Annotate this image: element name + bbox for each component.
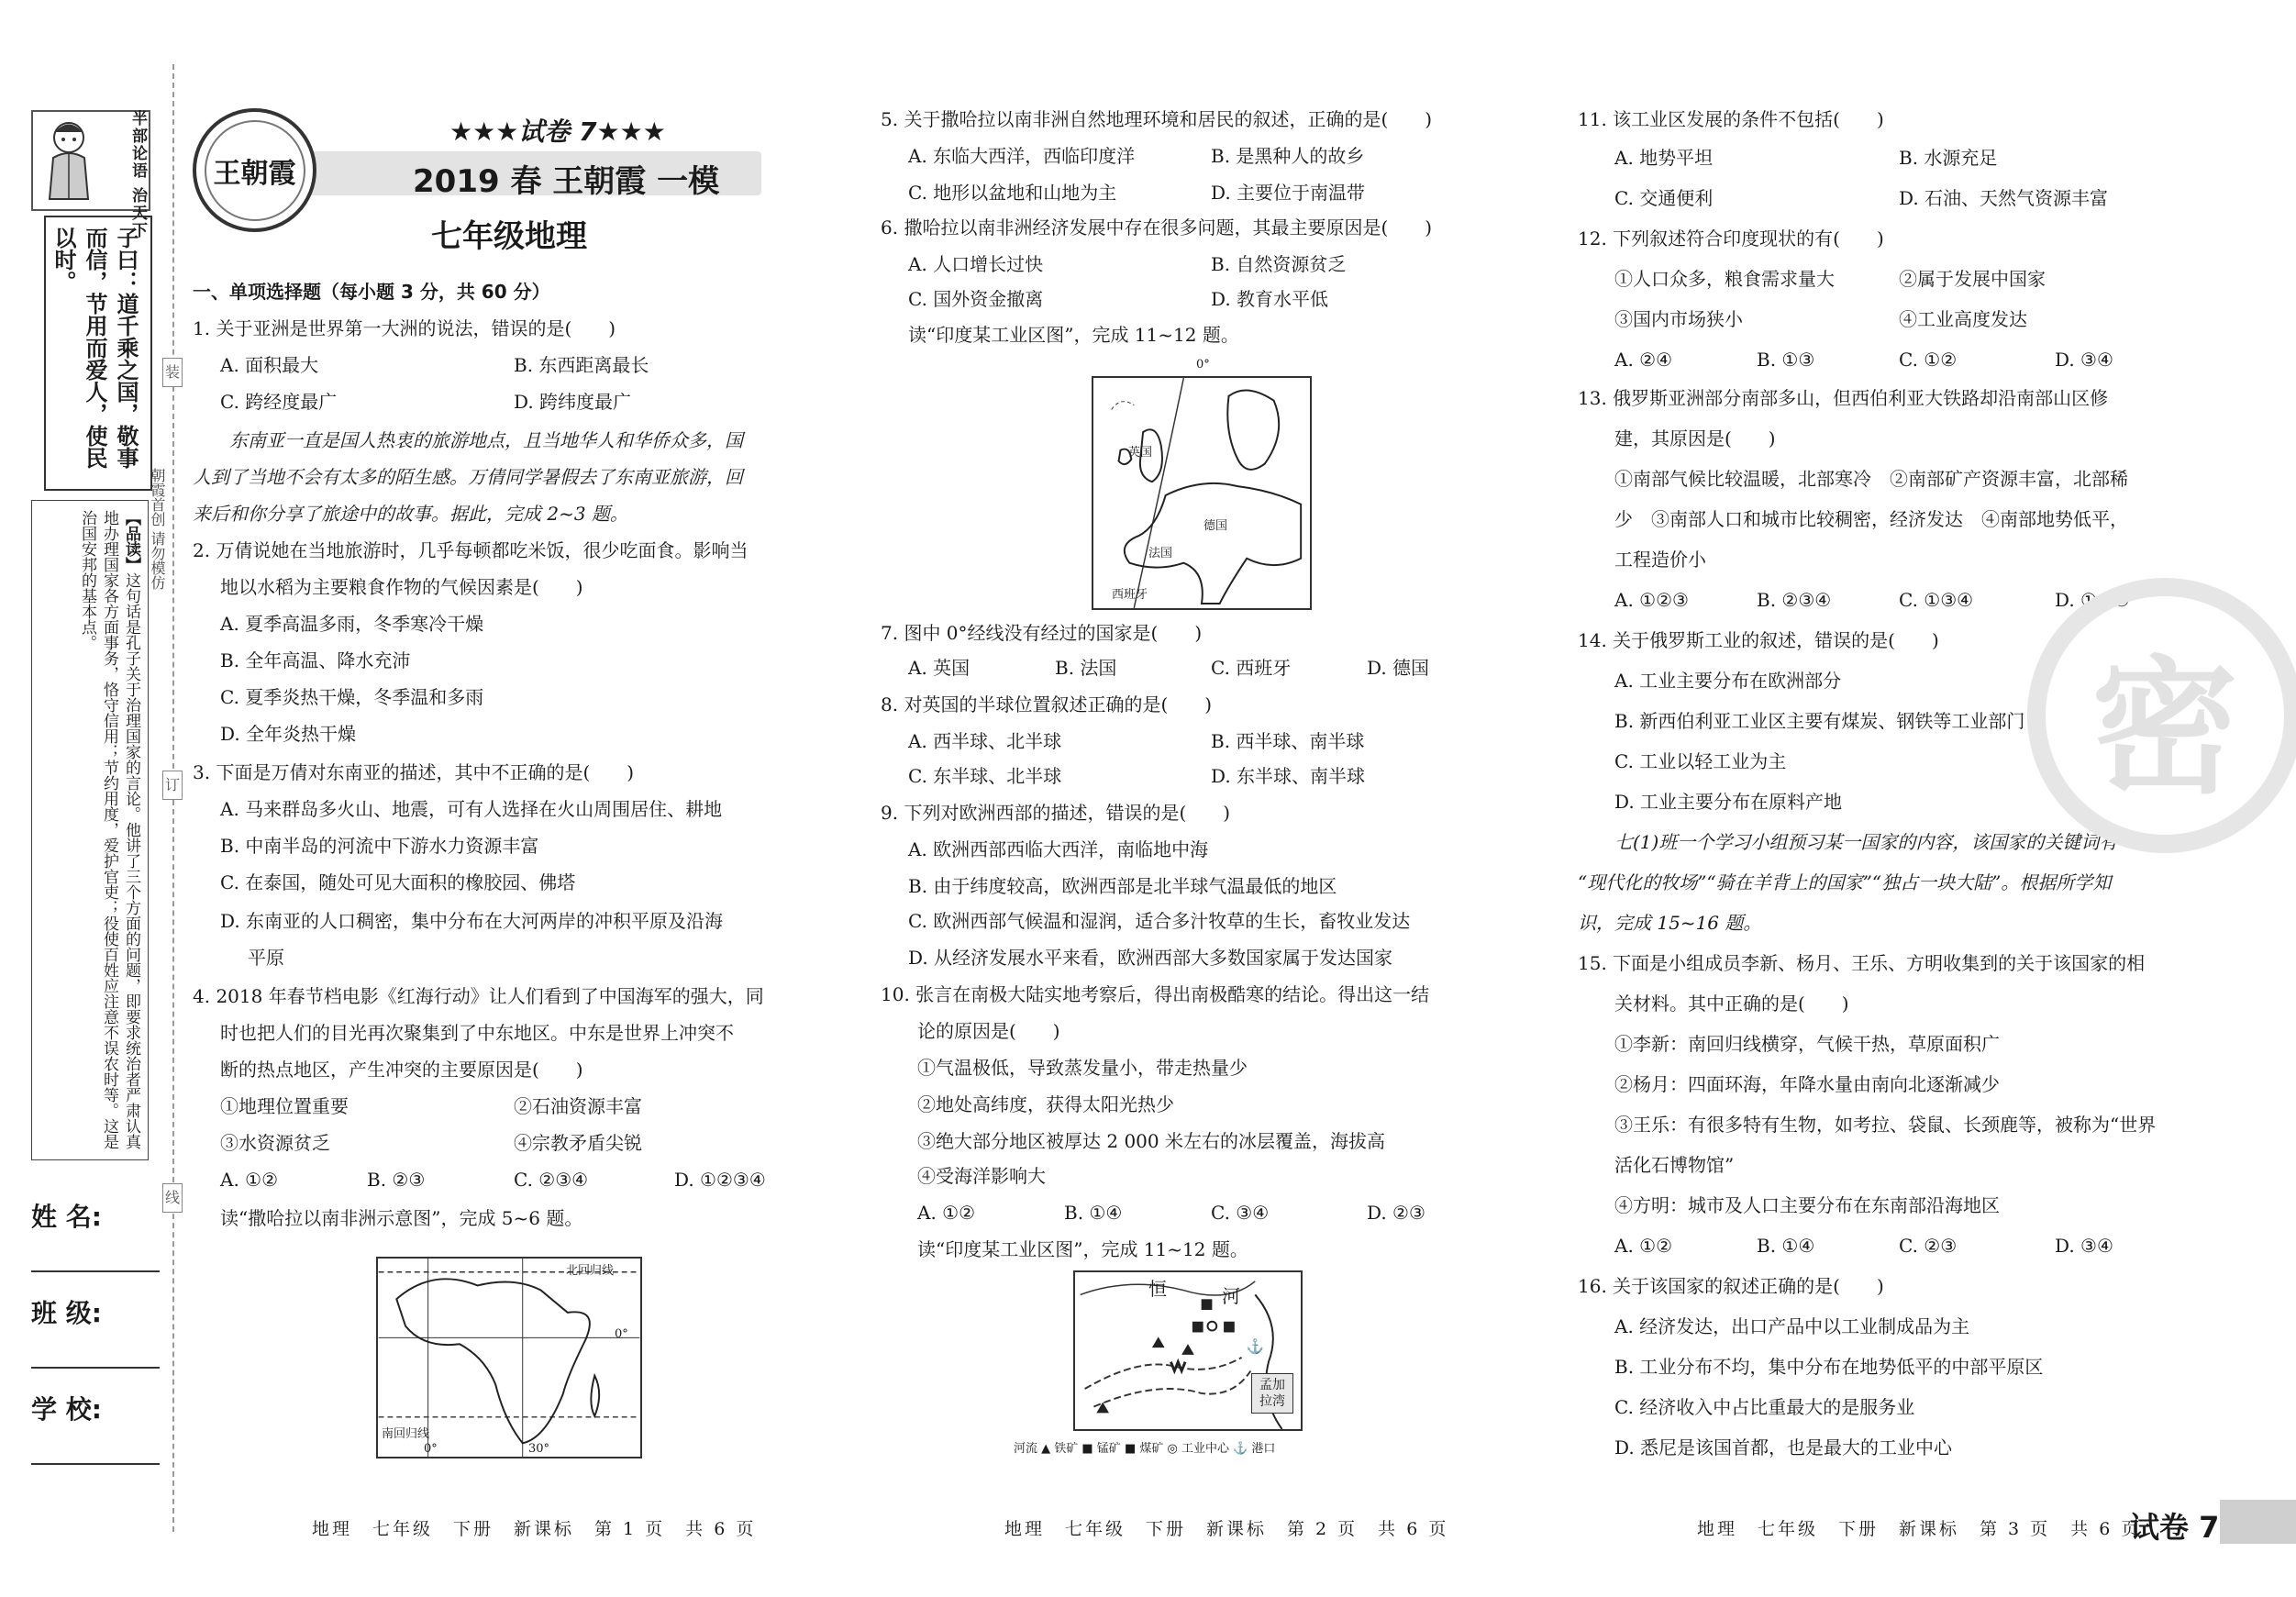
exam-tag: ★★★试卷 7★★★	[449, 116, 666, 147]
q14-option-b[interactable]: B. 新西伯利亚工业区主要有煤炭、钢铁等工业部门	[1614, 710, 2025, 732]
q10-option-d[interactable]: D. ②③	[1367, 1202, 1425, 1224]
question-13: 13. 俄罗斯亚洲部分南部多山，但西伯利亚大铁路却沿南部山区修	[1578, 387, 2109, 409]
q8-option-a[interactable]: A. 西半球、北半球	[908, 730, 1062, 752]
q12-item-4: ④工业高度发达	[1899, 308, 2027, 330]
q10-item-3: ③绝大部分地区被厚达 2 000 米左右的冰层覆盖，海拔高	[917, 1130, 1385, 1152]
q6-option-a[interactable]: A. 人口增长过快	[908, 253, 1044, 275]
q13-option-d[interactable]: D. ①②④	[2055, 589, 2130, 611]
passage-line: 东南亚一直是国人热衷的旅游地点，且当地华人和华侨众多，国	[229, 429, 743, 451]
copyright-note: 朝霞首创 请勿模仿	[149, 468, 166, 591]
q13-items-line: 少 ③南部人口和城市比较稠密，经济发达 ④南部地势低平，	[1614, 508, 2128, 530]
question-11: 11. 该工业区发展的条件不包括( )	[1578, 108, 1884, 130]
question-4: 4. 2018 年春节档电影《红海行动》让人们看到了中国海军的强大，同	[193, 985, 764, 1007]
footer-bar	[2220, 1500, 2296, 1544]
q15-option-c[interactable]: C. ②③	[1899, 1235, 1958, 1257]
analects-quote: 子曰：道千乘之国，敬事而信，节用而爱人，使民以时。	[50, 227, 139, 469]
question-1: 1. 关于亚洲是世界第一大洲的说法，错误的是( )	[193, 317, 616, 339]
exam-title: 2019 春 王朝霞 一模	[413, 163, 720, 200]
q1-option-c[interactable]: C. 跨经度最广	[220, 391, 338, 413]
class-label: 班 级:	[31, 1298, 102, 1328]
question-15-cont: 关材料。其中正确的是( )	[1614, 993, 1849, 1015]
q4-option-d[interactable]: D. ①②③④	[674, 1169, 766, 1191]
q2-option-b[interactable]: B. 全年高温、降水充沛	[220, 649, 411, 671]
western-europe-map	[1092, 358, 1312, 610]
q12-option-b[interactable]: B. ①③	[1757, 349, 1815, 371]
spain-label: 西班牙	[1112, 588, 1148, 602]
q15-item-1: ①李新：南回归线横穿，气候干热，草原面积广	[1614, 1033, 2000, 1055]
europe-map-drawing	[1093, 378, 1310, 608]
uk-label: 英国	[1128, 446, 1153, 460]
q12-item-3: ③国内市场狭小	[1614, 308, 1743, 330]
q6-option-c[interactable]: C. 国外资金撤离	[908, 288, 1044, 310]
q3-option-d-cont: 平原	[248, 947, 284, 969]
q15-option-b[interactable]: B. ①④	[1757, 1235, 1815, 1257]
q16-option-c[interactable]: C. 经济收入中占比重最大的是服务业	[1614, 1396, 1915, 1418]
q11-option-d[interactable]: D. 石油、天然气资源丰富	[1899, 187, 2109, 209]
q1-option-b[interactable]: B. 东西距离最长	[514, 354, 649, 376]
footer-page-1: 地理 七年级 下册 新课标 第 1 页 共 6 页	[312, 1519, 757, 1539]
q1-option-d[interactable]: D. 跨纬度最广	[514, 391, 632, 413]
quote-frame	[44, 216, 152, 491]
sidebar-banner: 半部论语 治天下	[128, 110, 147, 239]
confidential-watermark: 密	[2027, 578, 2296, 853]
india-map-legend: 河流 ▲ 铁矿 ■ 锰矿 ■ 煤矿 ◎ 工业中心 ⚓ 港口	[1014, 1442, 1276, 1456]
q7-option-c[interactable]: C. 西班牙	[1211, 657, 1292, 679]
commentary-frame	[31, 500, 149, 1160]
q12-item-1: ①人口众多，粮食需求量大	[1614, 268, 1835, 290]
cut-mark: 订	[162, 771, 183, 800]
question-8: 8. 对英国的半球位置叙述正确的是( )	[881, 693, 1213, 715]
q13-option-c[interactable]: C. ①③④	[1899, 589, 1974, 611]
q10-item-1: ①气温极低，导致蒸发量小，带走热量少	[917, 1057, 1248, 1079]
q16-option-b[interactable]: B. 工业分布不均，集中分布在地势低平的中部平原区	[1614, 1356, 2044, 1378]
map-intro: 读“印度某工业区图”，完成 11~12 题。	[917, 1238, 1248, 1260]
q11-option-c[interactable]: C. 交通便利	[1614, 187, 1714, 209]
q8-option-c[interactable]: C. 东半球、北半球	[908, 765, 1062, 787]
question-14: 14. 关于俄罗斯工业的叙述，错误的是( )	[1578, 629, 1939, 651]
q4-item-1: ①地理位置重要	[220, 1095, 349, 1117]
logo-text: 王朝霞	[205, 120, 305, 221]
prime-meridian-label: 0°	[424, 1442, 438, 1456]
india-industry-map	[1073, 1270, 1303, 1431]
bay-of-bengal-label: 孟加拉湾	[1251, 1373, 1293, 1414]
question-16: 16. 关于该国家的叙述正确的是( )	[1578, 1275, 1884, 1297]
question-4-cont: 时也把人们的目光再次聚集到了中东地区。中东是世界上冲突不	[220, 1022, 734, 1044]
q16-option-a[interactable]: A. 经济发达，出口产品中以工业制成品为主	[1614, 1315, 1970, 1337]
q13-items-line: 工程造价小	[1614, 549, 1706, 571]
question-10-cont: 论的原因是( )	[917, 1020, 1060, 1042]
q10-item-4: ④受海洋影响大	[917, 1165, 1046, 1187]
q14-option-d[interactable]: D. 工业主要分布在原料产地	[1614, 791, 1843, 813]
tropic-capricorn-label: 南回归线	[382, 1427, 430, 1441]
q14-option-c[interactable]: C. 工业以轻工业为主	[1614, 750, 1787, 772]
ganges-label-2: 河	[1222, 1285, 1240, 1307]
q12-option-d[interactable]: D. ③④	[2055, 349, 2113, 371]
q15-item-4: ④方明：城市及人口主要分布在东南部沿海地区	[1614, 1194, 2000, 1216]
q15-item-3: ③王乐：有很多特有生物，如考拉、袋鼠、长颈鹿等，被称为“世界	[1614, 1114, 2157, 1136]
question-4-cont: 断的热点地区，产生冲突的主要原因是( )	[220, 1059, 583, 1081]
subject-title: 七年级地理	[431, 218, 587, 255]
q11-option-a[interactable]: A. 地势平坦	[1614, 147, 1714, 169]
q7-option-b[interactable]: B. 法国	[1055, 657, 1117, 679]
section-heading: 一、单项选择题（每小题 3 分，共 60 分）	[193, 281, 550, 303]
cut-mark: 装	[162, 358, 183, 387]
q7-option-d[interactable]: D. 德国	[1367, 657, 1430, 679]
name-label: 姓 名:	[31, 1202, 102, 1232]
q2-option-c[interactable]: C. 夏季炎热干燥，冬季温和多雨	[220, 686, 484, 708]
question-6: 6. 撒哈拉以南非洲经济发展中存在很多问题，其最主要原因是( )	[881, 216, 1433, 238]
map-intro: 读“印度某工业区图”，完成 11~12 题。	[908, 324, 1239, 346]
ganges-label: 恒	[1148, 1278, 1167, 1300]
africa-map	[376, 1257, 642, 1458]
q1-option-a[interactable]: A. 面积最大	[220, 354, 319, 376]
q7-option-a[interactable]: A. 英国	[908, 657, 971, 679]
q5-option-d[interactable]: D. 主要位于南温带	[1211, 182, 1366, 204]
q15-option-a[interactable]: A. ①②	[1614, 1235, 1673, 1257]
q8-option-b[interactable]: B. 西半球、南半球	[1211, 730, 1365, 752]
passage-line: 来后和你分享了旅途中的故事。据此，完成 2~3 题。	[193, 503, 628, 525]
question-15: 15. 下面是小组成员李新、杨月、王乐、方明收集到的关于该国家的相	[1578, 952, 2146, 974]
q4-option-b[interactable]: B. ②③	[367, 1169, 426, 1191]
footer-exam-id: 试卷 7	[2130, 1510, 2220, 1545]
cut-mark: 线	[162, 1183, 183, 1213]
q10-item-2: ②地处高纬度，获得太阳光热少	[917, 1093, 1174, 1115]
q13-option-b[interactable]: B. ②③④	[1757, 589, 1832, 611]
passage-line: 识，完成 15~16 题。	[1578, 912, 1762, 934]
q3-option-a[interactable]: A. 马来群岛多火山、地震，可有人选择在火山周围居住、耕地	[220, 798, 723, 820]
q4-item-4: ④宗教矛盾尖锐	[514, 1132, 642, 1154]
question-12: 12. 下列叙述符合印度现状的有( )	[1578, 227, 1884, 250]
question-9: 9. 下列对欧洲西部的描述，错误的是( )	[881, 802, 1231, 824]
q12-option-c[interactable]: C. ①②	[1899, 349, 1958, 371]
q10-option-c[interactable]: C. ③④	[1211, 1202, 1270, 1224]
q3-option-c[interactable]: C. 在泰国，随处可见大面积的橡胶园、佛塔	[220, 871, 576, 893]
q9-option-d[interactable]: D. 从经济发展水平来看，欧洲西部大多数国家属于发达国家	[908, 947, 1393, 969]
q11-option-b[interactable]: B. 水源充足	[1899, 147, 1998, 169]
q15-item-3-cont: 活化石博物馆”	[1614, 1154, 1735, 1176]
commentary-label: 【品读】	[122, 510, 140, 572]
question-13-cont: 建，其原因是( )	[1614, 427, 1776, 449]
q6-option-b[interactable]: B. 自然资源贫乏	[1211, 253, 1347, 275]
q2-option-a[interactable]: A. 夏季高温多雨，冬季寒冷干燥	[220, 613, 484, 635]
commentary	[76, 510, 142, 1152]
question-3: 3. 下面是万倩对东南亚的描述，其中不正确的是( )	[193, 761, 635, 783]
france-label: 法国	[1148, 547, 1173, 560]
q6-option-d[interactable]: D. 教育水平低	[1211, 288, 1329, 310]
question-10: 10. 张言在南极大陆实地考察后，得出南极酷寒的结论。得出这一结	[881, 983, 1430, 1005]
map-intro: 读“撒哈拉以南非洲示意图”，完成 5~6 题。	[220, 1207, 583, 1229]
q10-option-a[interactable]: A. ①②	[917, 1202, 976, 1224]
q5-option-c[interactable]: C. 地形以盆地和山地为主	[908, 182, 1117, 204]
svg-text:⚓: ⚓	[1246, 1336, 1264, 1355]
q3-option-d[interactable]: D. 东南亚的人口稠密，集中分布在大河两岸的冲积平原及沿海	[220, 910, 724, 932]
tropic-cancer-label: 北回归线	[566, 1264, 615, 1278]
question-5: 5. 关于撒哈拉以南非洲自然地理环境和居民的叙述，正确的是( )	[881, 108, 1433, 130]
confucius-illustration	[37, 112, 101, 204]
q2-option-d[interactable]: D. 全年炎热干燥	[220, 723, 357, 745]
q9-option-b[interactable]: B. 由于纬度较高，欧洲西部是北半球气温最低的地区	[908, 875, 1337, 897]
q15-item-2: ②杨月：四面环海，年降水量由南向北逐渐减少	[1614, 1073, 2000, 1095]
q15-option-d[interactable]: D. ③④	[2055, 1235, 2113, 1257]
q13-option-a[interactable]: A. ①②③	[1614, 589, 1689, 611]
school-line[interactable]	[31, 1463, 160, 1465]
question-7: 7. 图中 0°经线没有经过的国家是( )	[881, 622, 1203, 644]
q4-option-a[interactable]: A. ①②	[220, 1169, 279, 1191]
equator-label: 0°	[615, 1327, 628, 1341]
q5-option-b[interactable]: B. 是黑种人的故乡	[1211, 145, 1365, 167]
passage-line: 七(1)班一个学习小组预习某一国家的内容，该国家的关键词有	[1614, 831, 2118, 853]
q12-item-2: ②属于发展中国家	[1899, 268, 2046, 290]
meridian-0-label: 0°	[1196, 358, 1210, 372]
q8-option-d[interactable]: D. 东半球、南半球	[1211, 765, 1366, 787]
question-2-cont: 地以水稻为主要粮食作物的气候因素是( )	[220, 576, 583, 598]
q14-option-a[interactable]: A. 工业主要分布在欧洲部分	[1614, 670, 1842, 692]
germany-label: 德国	[1203, 519, 1228, 533]
commentary-text: 这句话是孔子关于治理国家的言论。他讲了三个方面的问题，即要求统治者严肃认真地办理国家各方面事务，恪守信用；节约用度，爱护官吏；役使百姓应注意不误农时等。这是治国安邦的基本点。	[78, 510, 140, 1149]
footer-page-3: 地理 七年级 下册 新课标 第 3 页 共 6 页	[1697, 1519, 2142, 1539]
school-label: 学 校:	[31, 1394, 102, 1425]
publisher-logo	[193, 108, 316, 232]
passage-line: “现代化的牧场”“骑在羊背上的国家”“独占一块大陆”。根据所学知	[1578, 871, 2112, 893]
footer-page-2: 地理 七年级 下册 新课标 第 2 页 共 6 页	[1004, 1519, 1449, 1539]
q3-option-b[interactable]: B. 中南半岛的河流中下游水力资源丰富	[220, 835, 539, 857]
name-line[interactable]	[31, 1270, 160, 1272]
q4-item-3: ③水资源贫乏	[220, 1132, 330, 1154]
q10-option-b[interactable]: B. ①④	[1064, 1202, 1123, 1224]
q16-option-d[interactable]: D. 悉尼是该国首都，也是最大的工业中心	[1614, 1436, 1953, 1458]
q9-option-c[interactable]: C. 欧洲西部气候温和湿润，适合多汁牧草的生长，畜牧业发达	[908, 910, 1411, 932]
class-line[interactable]	[31, 1367, 160, 1369]
meridian-30-label: 30°	[528, 1442, 550, 1456]
passage-line: 人到了当地不会有太多的陌生感。万倩同学暑假去了东南亚旅游，回	[193, 466, 743, 488]
q4-option-c[interactable]: C. ②③④	[514, 1169, 589, 1191]
question-2: 2. 万倩说她在当地旅游时，几乎每顿都吃米饭，很少吃面食。影响当	[193, 539, 749, 561]
q4-item-2: ②石油资源丰富	[514, 1095, 642, 1117]
q5-option-a[interactable]: A. 东临大西洋，西临印度洋	[908, 145, 1136, 167]
binding-margin	[0, 0, 183, 1597]
q13-items-line: ①南部气候比较温暖，北部寒冷 ②南部矿产资源丰富，北部稀	[1614, 468, 2128, 490]
q9-option-a[interactable]: A. 欧洲西部西临大西洋，南临地中海	[908, 838, 1209, 860]
q12-option-a[interactable]: A. ②④	[1614, 349, 1673, 371]
